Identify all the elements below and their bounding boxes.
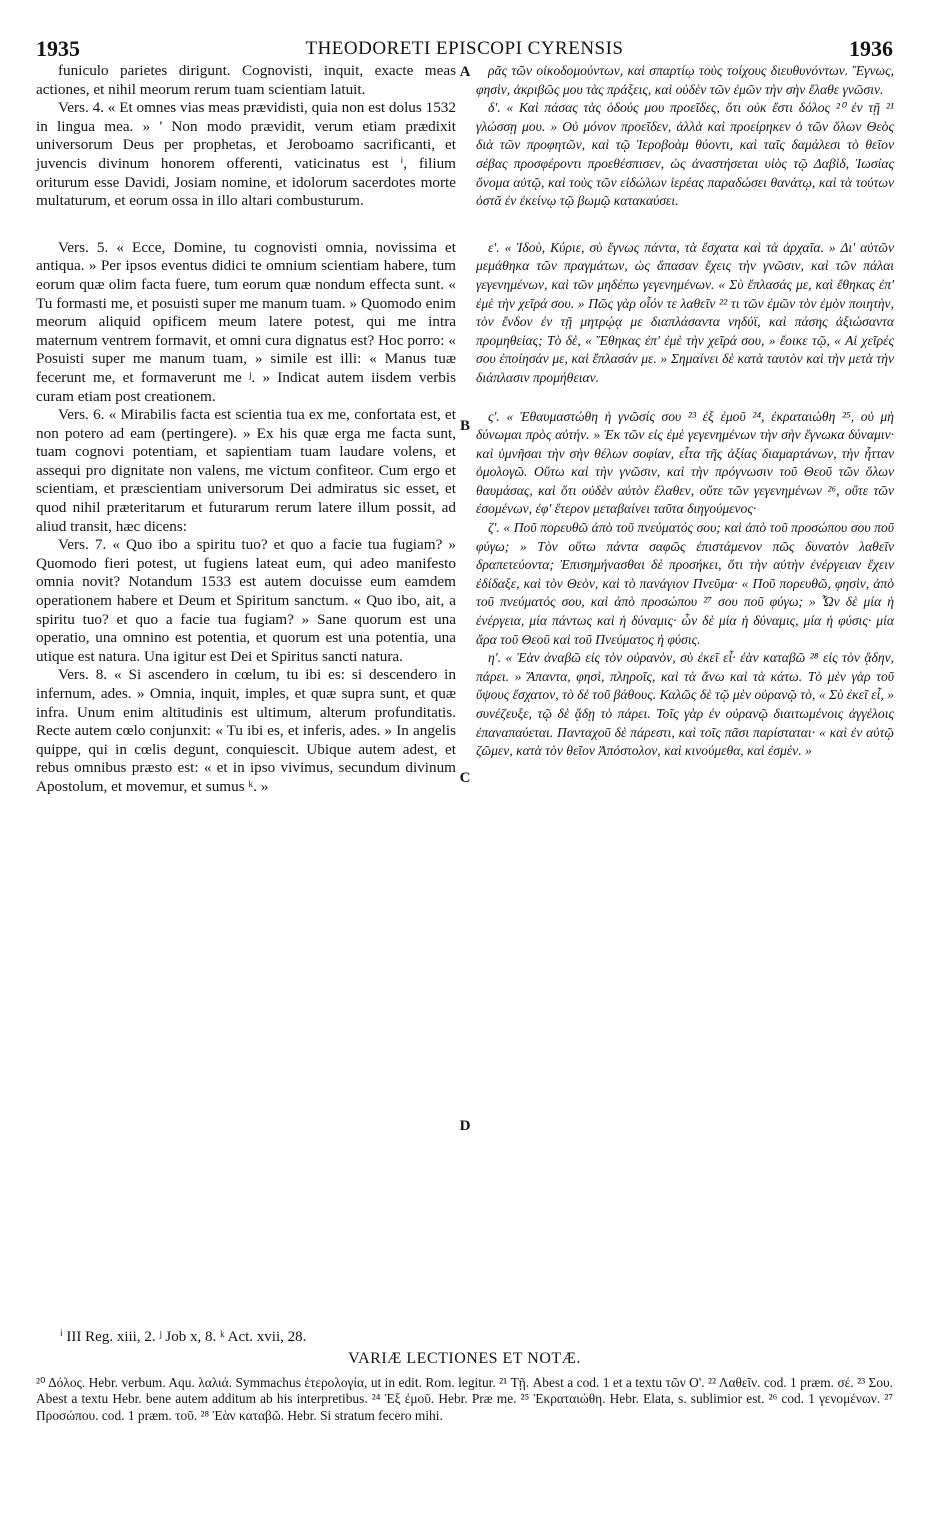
column-marker-a: A xyxy=(459,64,471,80)
column-marker-b: B xyxy=(459,418,470,434)
page-number-left: 1935 xyxy=(36,36,80,61)
latin-paragraph: Vers. 6. « Mirabilis facta est scientia tua ex me, confortata est, et non potero ad eam (pertingere). » Ex his quæ erga me facta sunt, tuam cognovi potentiam, et sapientiam tuam laudare volens, et assequi pro dignitate non valens, me victum confiteor. Cum ergo et scientiam, et præscientiam universorum Dei admiratus sic esset, et quod nihil præteritarum et futurarum rerum latere illum possit, ad aliud transit, hæc dicens: xyxy=(36,406,456,535)
greek-paragraph: ρᾶς τῶν οἰκοδομούντων, καὶ σπαρτίῳ τοὺς τοίχους διευθυνόντων. Ἔγνως, φησὶν, ἀκριβῶς μου τὰς πράξεις, καὶ οὐδὲν τῶν ἐμῶν τὴν σὴν ἔλαθε γνῶσιν. xyxy=(476,63,894,97)
greek-paragraph: ς'. « Ἐθαυμαστώθη ἡ γνῶσίς σου ²³ ἐξ ἐμοῦ ²⁴, ἐκραταιώθη ²⁵, οὐ μὴ δύνωμαι πρὸς αὐτήν. » Ἐκ τῶν εἰς ἐμὲ γεγενημένων τὴν σὴν ἔγνωκα δύναμιν· καὶ ὑμνῆσαι τὴν σὴν θέλων σοφίαν, εἶτα τῆς ἀξίας διαμαρτάνων, τὴν ἧτταν ὁμολογῶ. Οὕτω καὶ τὴν γνῶσιν, καὶ τὴν πρόγνωσιν τοῦ Θεοῦ τῶν ὅλων θαυμάσας, καὶ ὅτι οὐδὲν αὐτὸν ἔλαθεν, οὔτε τῶν γεγενημένων ²⁶, οὔτε τῶν ἐσομένων, ἐφ' ἕτερον μεταβαίνει ταῦτα διηγούμενος· xyxy=(476,408,894,517)
page-header xyxy=(36,36,893,64)
column-marker-d: D xyxy=(459,1118,471,1134)
greek-paragraph: δ'. « Καὶ πάσας τὰς ὁδούς μου προεῖδες, ὅτι οὐκ ἔστι δόλος ²⁰ ἐν τῇ ²¹ γλώσσῃ μου. » Οὐ μόνον προεῖδεν, ἀλλὰ καὶ προείρηκεν ὁ τῶν ὅλων Θεὸς διὰ τῶν προφητῶν, καὶ τῷ Ἱεροβοὰμ θύοντι, καὶ ταῖς δαμάλεσι τὸ θεῖον σέβας προσφέροντι προεθέσπισεν, ὡς ἀναστήσεται υἱὸς τῷ Δαβὶδ, Ἰωσίας ὄνομα αὐτῷ, καὶ τοὺς τῶν εἰδώλων ἱερέας παραδώσει θανάτῳ, καὶ τὰ τούτων ὀστᾶ ἐν ἐκείνῳ τῷ βωμῷ κατακαύσει. xyxy=(476,100,894,209)
latin-paragraph: Vers. 7. « Quo ibo a spiritu tuo? et quo a facie tua fugiam? » Quomodo fieri potest, ut fugiens lateat eum, qui adeo manifesto omnia novit? Notandum 1533 est autem docuisse eum eamdem operationem habere et Deum et Spiritum sanctum. « Quo ibo, ait, a spiritu tuo? et quo a facie tua fugiam? » Sane quorum est una operatio, una omnino est potentia, et quorum est una potentia, una utique est natura. Una igitur est Dei et Spiritus sancti natura. xyxy=(36,536,456,665)
greek-paragraph: η'. « Ἐὰν ἀναβῶ εἰς τὸν οὐρανὸν, σὺ ἐκεῖ εἶ· ἐὰν καταβῶ ²⁸ εἰς τὸν ᾅδην, πάρει. » Ἅπαντα, φησὶ, πληροῖς, καὶ τὰ ἄνω καὶ τὰ κάτω. Τὸ μὲν γὰρ τοῦ ὕψους ἔσχατον, τὸ δὲ τοῦ βάθους. Καλῶς δὲ τῷ μὲν οὐρανῷ τὸ, « Σὺ ἐκεῖ εἶ, » συνέζευξε, τῷ δὲ ᾅδῃ τὸ πάρει. Τοῖς γὰρ ἐν οὐρανῷ διαιτωμένοις ἀγγέλοις ἐπαναπαύεται. Πανταχοῦ δὲ πάρεστι, καὶ τοῖς πᾶσι παρίσταται· « καὶ ἐν αὐτῷ ζῶμεν, κατὰ τὸν θεῖον Ἀπόστολον, καὶ κινούμεθα, καὶ ἐσμέν. » xyxy=(476,650,894,759)
page-number-right: 1936 xyxy=(849,36,893,61)
variant-notes: ²⁰ Δόλος. Hebr. verbum. Aqu. λαλιά. Symmachus ἑτερολογία, ut in edit. Rom. legitur. ²¹ Τῇ. Abest a cod. 1 et a textu τῶν Ο'. ²² Λαθεῖν. cod. 1 præm. σέ. ²³ Σου. Abest a textu Hebr. bene autem additum ab his interpretibus. ²⁴ Ἐξ ἐμοῦ. Hebr. Præ me. ²⁵ Ἐκραταιώθη. Hebr. Elata, s. sublimior est. ²⁶ cod. 1 γενομένων. ²⁷ Προσώπου. cod. 1 præm. τοῦ. ²⁸ Ἐὰν καταβῶ. Hebr. Si stratum fecero mihi. xyxy=(36,1375,893,1423)
latin-paragraph: Vers. 8. « Si ascendero in cœlum, tu ibi es: si descendero in infernum, ades. » Omnia, inquit, imples, et quæ supra sunt, et quæ infra. Unum enim altitudinis est ultimum, alterum profunditatis. Recte autem cœlo conjunxit: « Tu ibi es, et inferis, ades. » In angelis quippe, qui in cœlis degunt, conquiescit. Ubique autem adest, et rebus omnibus præsto est: « et in ipso vivimus, secundum divinum Apostolum, et movemur, et sumus ᵏ. » xyxy=(36,666,456,795)
greek-paragraph: ε'. « Ἰδοὺ, Κύριε, σὺ ἔγνως πάντα, τὰ ἔσχατα καὶ τὰ ἀρχαῖα. » Δι' αὐτῶν μεμάθηκα τῶν πραγμάτων, ὡς ἅπασαν ἔχεις τὴν γνῶσιν, καὶ τῶν πάλαι γεγενημένων, καὶ τῶν μηδέπω γεγενημένων. « Σὺ ἔπλασάς με, καὶ ἔθηκας ἐπ' ἐμὲ τὴν χεῖρά σου. » Πῶς γὰρ οἷόν τε λαθεῖν ²² τι τῶν ἐμῶν τὸν ἐμὸν ποιητὴν, τὸν ἔνδον ἐν τῇ μητρῴᾳ με διαπλάσαντα νηδύϊ, καὶ πάσης ἀξιώσαντα προμηθείας; Τὸ δὲ, « Ἔθηκας ἐπ' ἐμὲ τὴν χεῖρά σου, » ἔοικε τῷ, « Αἱ χεῖρές σου ἐποίησάν με, καὶ ἔπλασάν με. » Σημαίνει δὲ κατὰ ταυτὸν καὶ τὴν μετὰ τὴν διάπλασιν προμήθειαν. xyxy=(476,239,894,385)
latin-paragraph: Vers. 5. « Ecce, Domine, tu cognovisti omnia, novissima et antiqua. » Per ipsos eventus didici te omnium scientiam habere, tum eorum quæ olim facta fuere, tum eorum quæ nondum effecta sunt. « Tu formasti me, et posuisti super me manum tuam. » Quomodo enim meorum aliquid opificem meum latere potest, qui me intra maternum ventrem formavit, et omni cura dignatus est? Hoc porro: « Posuisti super me manum tuam, » simile est illi: « Manus tuæ fecerunt me, et formaverunt me ʲ. » Indicat autem iisdem verbis curam etiam post creationem. xyxy=(36,238,456,405)
running-title: THEODORETI EPISCOPI CYRENSIS xyxy=(305,38,624,59)
greek-column xyxy=(476,62,894,761)
latin-paragraph: Vers. 4. « Et omnes vias meas prævidisti, quia non est dolus 1532 in lingua mea. » ' Non modo prævidit, verum etiam prædixit universorum Deus per prophetas, et Jeroboamo sacrificanti, et juvencis divinum honorem offerenti, vaticinatus est ⁱ, filium oriturum esse Davidi, Josiam nomine, et idolorum sacerdotes morte multaturum, et eorum ossa in illo altari combusturum. xyxy=(36,99,456,210)
greek-paragraph: ζ'. « Ποῦ πορευθῶ ἀπὸ τοῦ πνεύματός σου; καὶ ἀπὸ τοῦ προσώπου σου ποῦ φύγω; » Τὸν οὕτω πάντα σαφῶς ἐπιστάμενον πῶς δυνατὸν λαθεῖν δραπετεύοντα; Ἐπισημήνασθαι δὲ προσήκει, ὅτι τὴν αὐτὴν ἐνέργειαν ἔχειν ἐδίδαξε, καὶ τὸν Θεὸν, καὶ τὸ πανάγιον Πνεῦμα· « Ποῦ πορευθῶ, φησὶν, ἀπὸ τοῦ πνεύματός σου, καὶ ἀπὸ προσώπου ²⁷ σου ποῦ φύγω; » Ὧν δὲ μία ἡ ἐνέργεια, μία πάντως καὶ ἡ δύναμις· ὧν δὲ μία ἡ δύναμις, μία ἡ φύσις· μία ἄρα τοῦ Θεοῦ καὶ τοῦ Πνεύματος ἡ φύσις. xyxy=(476,520,894,647)
latin-column xyxy=(36,62,456,797)
scripture-references: ⁱ III Reg. xiii, 2. ʲ Job x, 8. ᵏ Act. xvii, 28. xyxy=(60,1329,307,1345)
column-marker-c: C xyxy=(459,770,471,786)
latin-paragraph: funiculo parietes dirigunt. Cognovisti, inquit, exacte meas actiones, et nihil meorum rerum tuam scientiam latuit. xyxy=(36,62,456,98)
notes-heading: VARIÆ LECTIONES ET NOTÆ. xyxy=(348,1350,581,1367)
